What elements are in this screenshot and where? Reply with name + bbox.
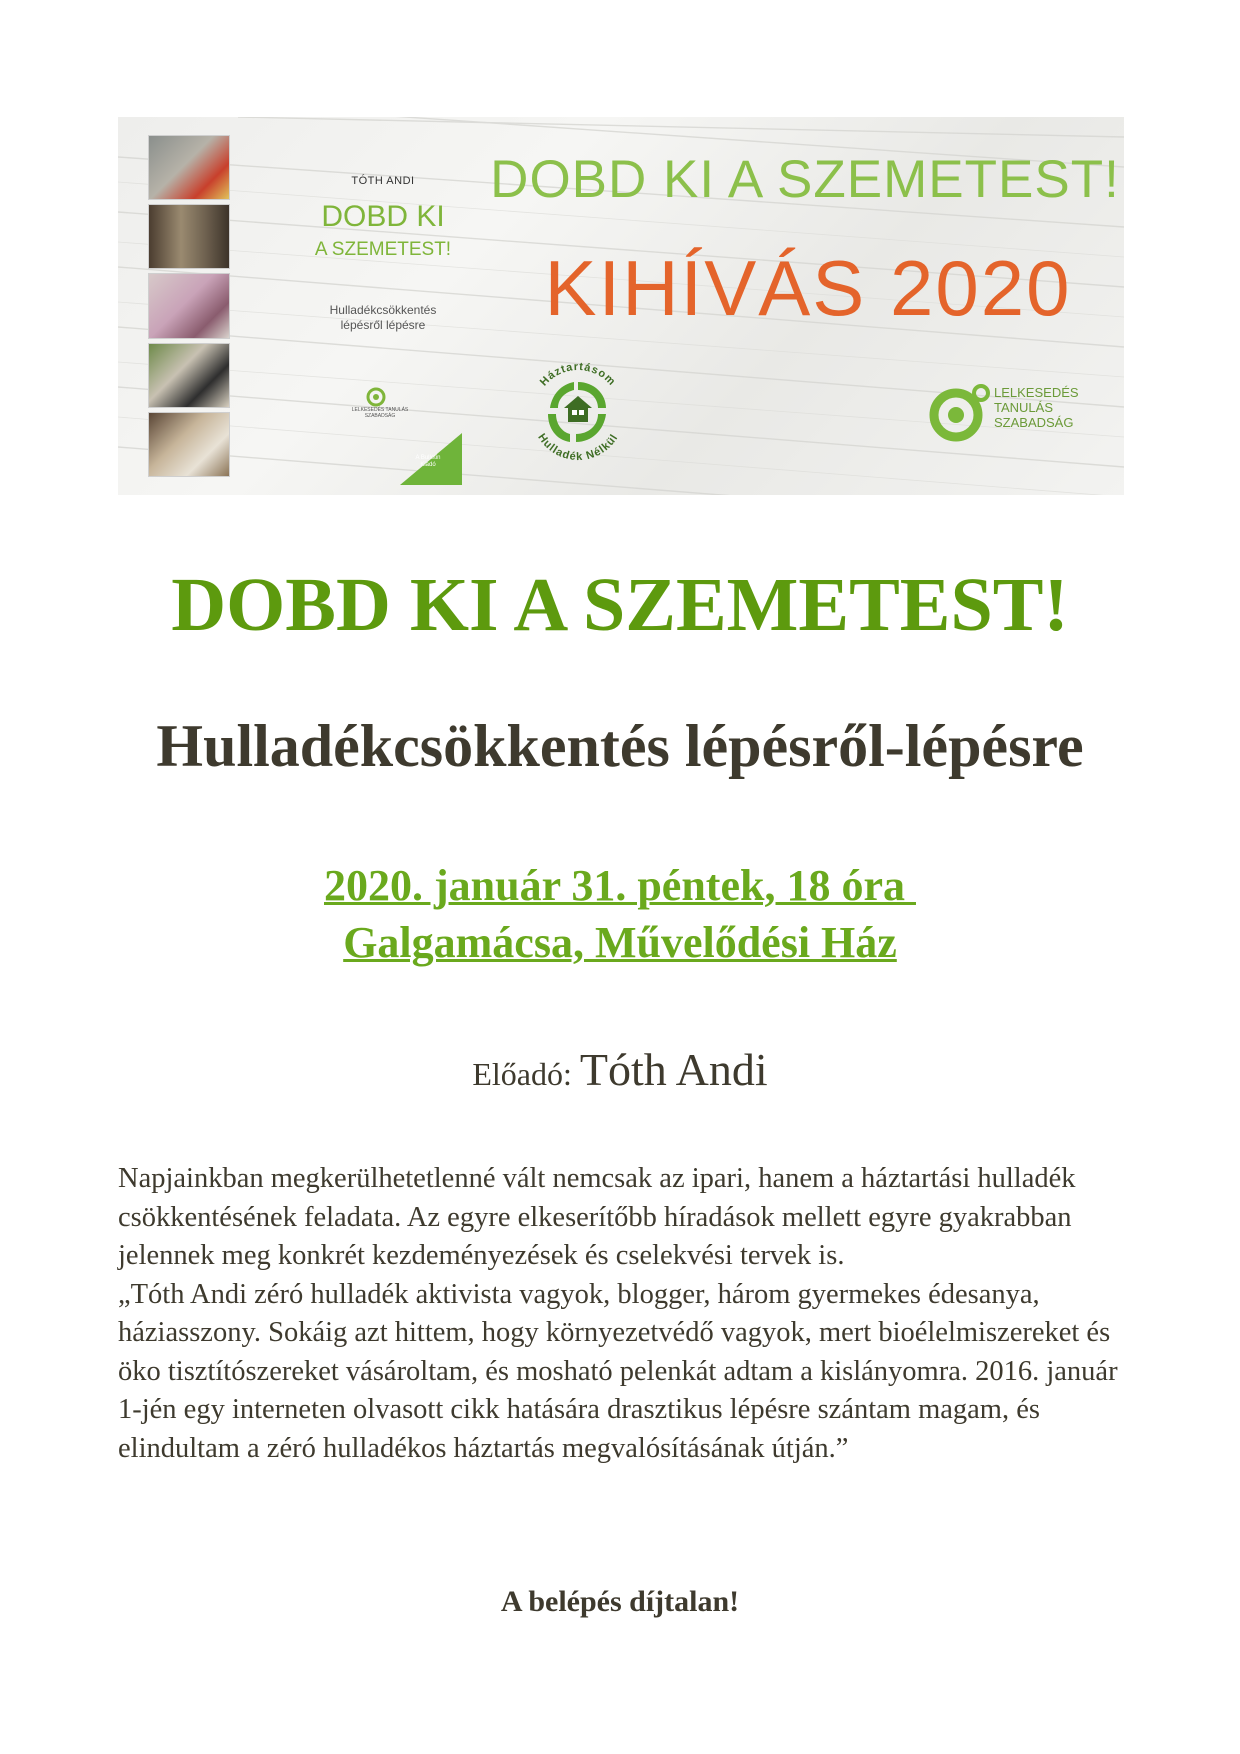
hh-logo-top-text: Háztartásom <box>537 360 619 389</box>
book-author: TÓTH ANDI <box>351 175 415 187</box>
book-subtitle <box>288 303 478 333</box>
speaker-name: Tóth Andi <box>579 1044 768 1095</box>
book-title: DOBD KI <box>321 200 445 233</box>
svg-text:Háztartásom <box>538 361 618 388</box>
book-publisher: A Bulletin Kiadó <box>415 455 441 468</box>
event-venue: Galgamácsa, Művelődési Ház <box>343 918 897 967</box>
page-title: DOBD KI A SZEMETEST! <box>171 563 1069 647</box>
header-banner <box>118 117 1124 495</box>
banner-headline: DOBD KI A SZEMETEST! <box>490 150 1120 209</box>
photo-soap <box>148 273 230 338</box>
recycle-house-logo-icon <box>518 352 638 472</box>
photo-fruit-bowl <box>148 135 230 200</box>
book-logo-text: LELKESEDÉS TANULÁS SZABADSÁG <box>351 407 409 419</box>
speaker-label: Előadó: <box>472 1056 580 1092</box>
banner-challenge: KIHÍVÁS 2020 <box>544 244 1072 332</box>
page-subtitle: Hulladékcsökkentés lépésről-lépésre <box>156 713 1084 779</box>
book-subtitle-line2: lépésről lépésre <box>340 318 426 332</box>
hh-logo-bottom-text: Hulladék Nélkül <box>535 431 621 464</box>
lts-logo-icon <box>926 379 994 447</box>
free-entry-notice: A belépés díjtalan! <box>500 1585 740 1618</box>
book-cover-photo-strip <box>148 135 230 477</box>
book-subtitle-line1: Hulladékcsökkentés <box>329 303 437 317</box>
book-logo-icon <box>364 385 394 407</box>
photo-brushes <box>148 412 230 477</box>
description-quote: „Tóth Andi zéró hulladék aktivista vagyok, blogger, három gyermekes édesanya, háziasszony. Sokáig azt hittem, hogy környezetvédő vagyok, mert bioélelmiszereket és öko tisztítószereket vásároltam, és mosható pelenkát adtam a kislányomra. 2016. január 1-jén egy interneten olvasott cikk hatására drasztikus lépésre szántam magam, és elindultam a zéró hulladékos háztartás megvalósításának útján.” <box>118 1278 1118 1464</box>
speaker-line <box>0 1040 1240 1111</box>
photo-glass-jars <box>148 204 230 269</box>
description-text <box>118 1160 1130 1468</box>
description-intro: Napjainkban megkerülhetetlenné vált nemcsak az ipari, hanem a háztartási hulladék csökkentésének feladata. Az egyre elkeserítőbb híradások mellett egyre gyakrabban jelennek meg konkrét kezdeményezések és cselekvési tervek is. <box>118 1163 1076 1271</box>
lts-logo-text <box>994 385 1104 430</box>
photo-produce-bags <box>148 343 230 408</box>
event-date-time: 2020. január 31. péntek, 18 óra <box>324 861 916 910</box>
lts-line-1: LELKESEDÉS <box>994 385 1079 400</box>
lts-line-3: SZABADSÁG <box>994 415 1074 430</box>
book-title-line2: A SZEMETEST! <box>314 239 452 260</box>
lts-line-2: TANULÁS <box>994 400 1053 415</box>
